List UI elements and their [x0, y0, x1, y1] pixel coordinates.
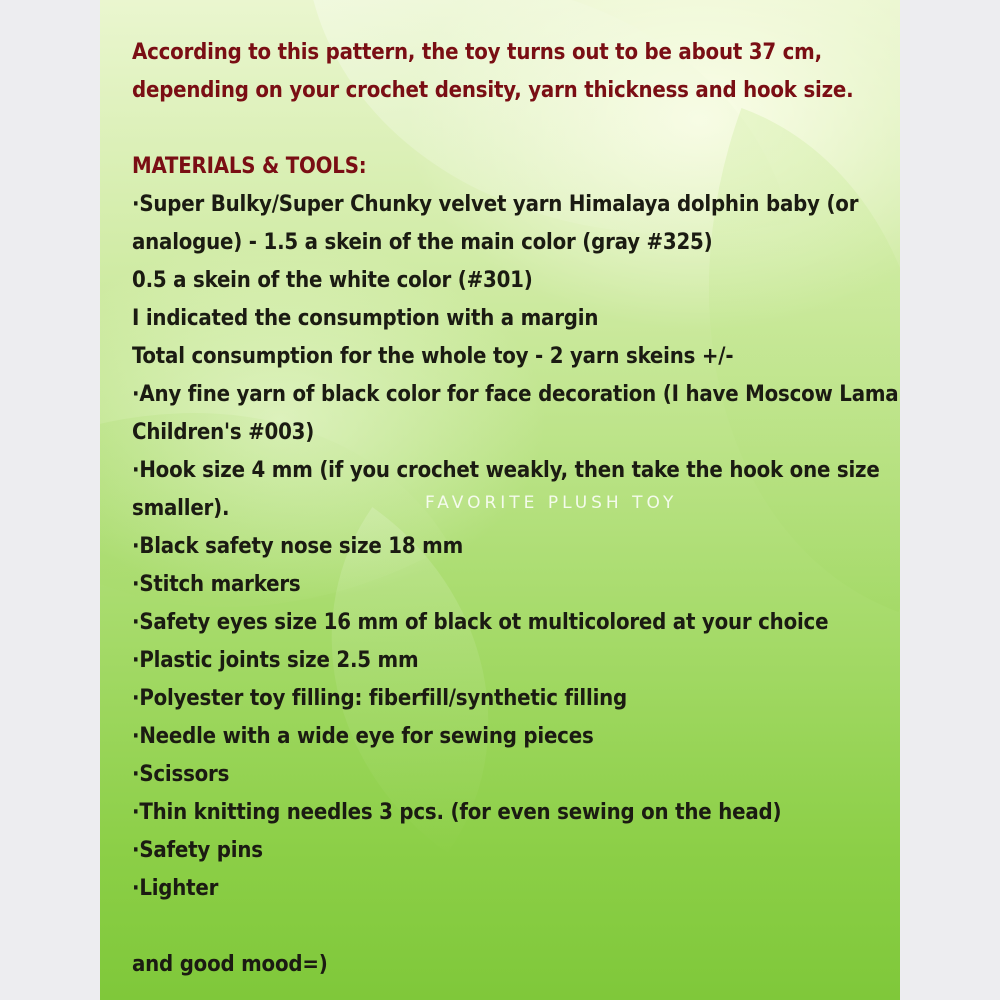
materials-line: ·Safety pins [132, 838, 263, 863]
materials-line: ·Thin knitting needles 3 pcs. (for even sewing on the head) [132, 800, 782, 825]
materials-line: ·Polyester toy filling: fiberfill/synthetic filling [132, 686, 628, 711]
intro-line: According to this pattern, the toy turns out to be about 37 cm, [132, 40, 822, 65]
intro-line: depending on your crochet density, yarn thickness and hook size. [132, 78, 854, 103]
materials-line: ·Lighter [132, 876, 219, 901]
materials-line: 0.5 a skein of the white color (#301) [132, 268, 533, 293]
materials-line: ·Super Bulky/Super Chunky velvet yarn Himalaya dolphin baby (or [132, 192, 859, 217]
materials-line: ·Stitch markers [132, 572, 301, 597]
materials-line: ·Plastic joints size 2.5 mm [132, 648, 419, 673]
materials-line: analogue) - 1.5 a skein of the main color (gray #325) [132, 230, 713, 255]
materials-heading: MATERIALS & TOOLS: [132, 154, 367, 179]
materials-line: ·Black safety nose size 18 mm [132, 534, 463, 559]
materials-line: smaller). [132, 496, 230, 521]
watermark: FAVORITE PLUSH TOY [425, 493, 678, 513]
materials-line: ·Needle with a wide eye for sewing pieces [132, 724, 594, 749]
materials-line: I indicated the consumption with a margin [132, 306, 599, 331]
spacer [132, 110, 892, 148]
spacer [132, 908, 892, 946]
closing-line: and good mood=) [132, 952, 328, 977]
materials-line: ·Safety eyes size 16 mm of black ot multicolored at your choice [132, 610, 829, 635]
materials-line: ·Scissors [132, 762, 230, 787]
materials-line: ·Any fine yarn of black color for face decoration (I have Moscow Lama [132, 382, 899, 407]
materials-line: Total consumption for the whole toy - 2 yarn skeins +/- [132, 344, 734, 369]
materials-line: ·Hook size 4 mm (if you crochet weakly, then take the hook one size [132, 458, 880, 483]
materials-line: Children's #003) [132, 420, 315, 445]
pattern-card [100, 0, 900, 1000]
